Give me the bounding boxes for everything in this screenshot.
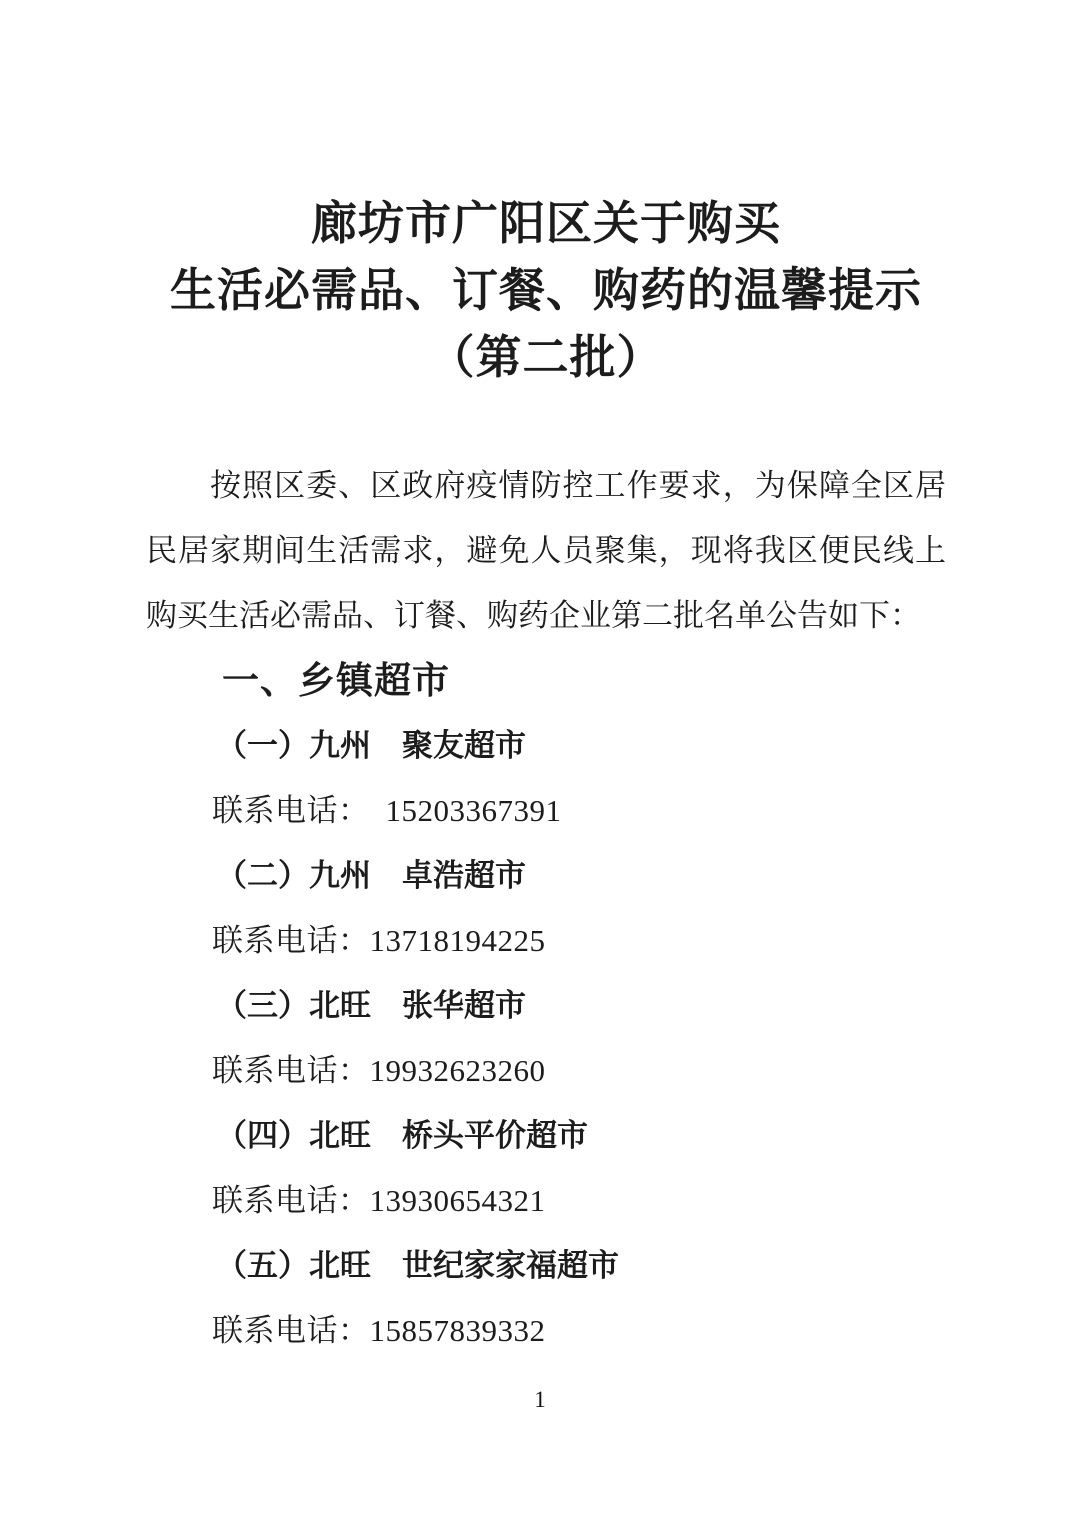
document-title (146, 190, 946, 391)
document-content (146, 190, 946, 1363)
entry-list (146, 713, 946, 1363)
title-line-1: 廊坊市广阳区关于购买 (311, 198, 781, 249)
entry-item (146, 713, 946, 843)
entry-item (146, 1233, 946, 1363)
entry-name: （三）北旺 张华超市 (216, 988, 526, 1023)
title-line-3: （第二批） (428, 332, 664, 383)
page-number: 1 (534, 1387, 546, 1412)
entry-name: （四）北旺 桥头平价超市 (216, 1118, 588, 1153)
section-heading: 一、乡镇超市 (222, 660, 450, 701)
entry-name: （一）九州 聚友超市 (216, 728, 526, 763)
entry-item (146, 973, 946, 1103)
entry-item (146, 1103, 946, 1233)
entry-phone: 联系电话：15857839332 (212, 1313, 546, 1348)
title-line-2: 生活必需品、订餐、购药的温馨提示 (170, 265, 922, 316)
entry-phone: 联系电话：19932623260 (212, 1053, 546, 1088)
entry-phone: 联系电话： 15203367391 (212, 793, 562, 828)
entry-item (146, 843, 946, 973)
entry-phone: 联系电话：13718194225 (212, 923, 546, 958)
entry-phone: 联系电话：13930654321 (212, 1183, 546, 1218)
entry-name: （五）北旺 世纪家家福超市 (216, 1248, 619, 1283)
entry-name: （二）九州 卓浩超市 (216, 858, 526, 893)
intro-paragraph: 按照区委、区政府疫情防控工作要求，为保障全区居民居家期间生活需求，避免人员聚集，现将我区便民线上购买生活必需品、订餐、购药企业第二批名单公告如下： (146, 468, 946, 633)
